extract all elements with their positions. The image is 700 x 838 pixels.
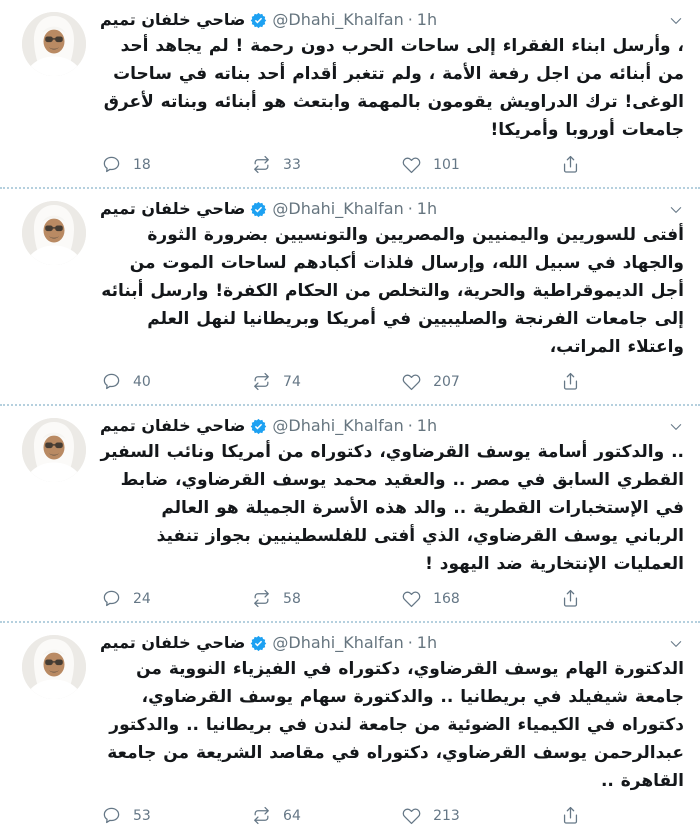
reply-icon (102, 806, 121, 825)
verified-badge-icon (250, 418, 267, 435)
meta-separator: · (407, 416, 413, 435)
display-name[interactable]: ضاحي خلفان تميم (100, 199, 246, 218)
tweet-content (100, 9, 684, 182)
reply-count: 53 (133, 807, 151, 824)
reply-button[interactable] (102, 806, 151, 825)
reply-button[interactable] (102, 155, 151, 174)
retweet-icon (252, 155, 271, 174)
retweet-button[interactable] (252, 155, 301, 174)
timestamp[interactable]: 1h (416, 633, 438, 652)
like-count: 213 (433, 807, 460, 824)
heart-icon (402, 155, 421, 174)
handle-and-time[interactable] (272, 198, 437, 219)
user-avatar[interactable] (22, 201, 86, 265)
reply-count: 24 (133, 590, 151, 607)
retweet-button[interactable] (252, 372, 301, 391)
retweet-count: 33 (283, 156, 301, 173)
like-button[interactable] (402, 372, 460, 391)
heart-icon (402, 806, 421, 825)
tweet-text: ، وأرسل ابناء الفقراء إلى ساحات الحرب دون رحمة ! لم يجاهد أحد من أبنائه من اجل رفعة الأمة ، ولم تتغبر أقدام أحد بناته في ساحات الوغى! ترك الدراويش يقومون بالمهمة وابتعث هو أبنائه وبناته لأعرق جامعات أوروبا وأمريكا! (103, 36, 684, 140)
tweet-content (100, 198, 684, 399)
reply-icon (102, 155, 121, 174)
retweet-icon (252, 589, 271, 608)
like-button[interactable] (402, 806, 460, 825)
avatar-illustration (22, 12, 86, 76)
reply-button[interactable] (102, 372, 151, 391)
verified-badge-icon (250, 12, 267, 29)
like-button[interactable] (402, 589, 460, 608)
retweet-count: 64 (283, 807, 301, 824)
avatar-illustration (22, 635, 86, 699)
display-name[interactable]: ضاحي خلفان تميم (100, 10, 246, 29)
tweet-actions (102, 155, 580, 174)
chevron-down-icon[interactable] (668, 636, 684, 652)
like-count: 101 (433, 156, 460, 173)
display-name[interactable]: ضاحي خلفان تميم (100, 633, 246, 652)
tweet[interactable] (0, 0, 700, 189)
reply-count: 40 (133, 373, 151, 390)
share-button[interactable] (561, 589, 580, 608)
tweet-text: الدكتورة الهام يوسف القرضاوي، دكتوراه في الفيزياء النووية من جامعة شيفيلد في بريطانيا .. والدكتورة سهام يوسف القرضاوي، دكتوراه في الكيمياء الضوئية من جامعة لندن في بريطانيا .. والدكتور عبدالرحمن يوسف القرضاوي، دكتوراه في مقاصد الشريعة من جامعة القاهرة .. (107, 659, 684, 791)
reply-button[interactable] (102, 589, 151, 608)
heart-icon (402, 589, 421, 608)
share-icon (561, 372, 580, 391)
like-count: 168 (433, 590, 460, 607)
tweet-text: أفتى للسوريين واليمنيين والمصريين والتونسيين بضرورة الثورة والجهاد في سبيل الله، وإرسال فلذات أكبادهم لساحات الموت من أجل الديموقراطية والحرية، والتخلص من الحكام الكفرة! وارسل أبنائه إلى جامعات الفرنجة والصليبيين في أمريكا وبريطانيا لنهل العلم واعتلاء المراتب، (101, 225, 684, 357)
tweet-actions (102, 806, 580, 825)
like-count: 207 (433, 373, 460, 390)
chevron-down-icon[interactable] (668, 202, 684, 218)
reply-count: 18 (133, 156, 151, 173)
user-avatar[interactable] (22, 635, 86, 699)
handle-and-time[interactable] (272, 632, 437, 653)
avatar-illustration (22, 418, 86, 482)
tweet[interactable] (0, 406, 700, 623)
retweet-button[interactable] (252, 589, 301, 608)
share-icon (561, 806, 580, 825)
meta-separator: · (407, 199, 413, 218)
share-icon (561, 589, 580, 608)
share-button[interactable] (561, 155, 580, 174)
tweet-actions (102, 589, 580, 608)
verified-badge-icon (250, 635, 267, 652)
timestamp[interactable]: 1h (416, 10, 438, 29)
retweet-icon (252, 806, 271, 825)
tweet-header (100, 632, 684, 653)
retweet-button[interactable] (252, 806, 301, 825)
tweet-header (100, 415, 684, 436)
share-button[interactable] (561, 806, 580, 825)
reply-icon (102, 372, 121, 391)
avatar-illustration (22, 201, 86, 265)
heart-icon (402, 372, 421, 391)
share-button[interactable] (561, 372, 580, 391)
user-handle[interactable]: @Dhahi_Khalfan (272, 10, 404, 29)
meta-separator: · (407, 10, 413, 29)
tweet-content (100, 415, 684, 616)
meta-separator: · (407, 633, 413, 652)
handle-and-time[interactable] (272, 415, 437, 436)
handle-and-time[interactable] (272, 9, 437, 30)
retweet-count: 58 (283, 590, 301, 607)
chevron-down-icon[interactable] (668, 13, 684, 29)
user-avatar[interactable] (22, 418, 86, 482)
user-handle[interactable]: @Dhahi_Khalfan (272, 199, 404, 218)
tweet-actions (102, 372, 580, 391)
tweet[interactable] (0, 189, 700, 406)
like-button[interactable] (402, 155, 460, 174)
reply-icon (102, 589, 121, 608)
user-handle[interactable]: @Dhahi_Khalfan (272, 416, 404, 435)
tweet[interactable] (0, 623, 700, 838)
display-name[interactable]: ضاحي خلفان تميم (100, 416, 246, 435)
share-icon (561, 155, 580, 174)
tweet-header (100, 198, 684, 219)
retweet-count: 74 (283, 373, 301, 390)
retweet-icon (252, 372, 271, 391)
timestamp[interactable]: 1h (416, 199, 438, 218)
timestamp[interactable]: 1h (416, 416, 438, 435)
chevron-down-icon[interactable] (668, 419, 684, 435)
verified-badge-icon (250, 201, 267, 218)
user-avatar[interactable] (22, 12, 86, 76)
tweet-text: .. والدكتور أسامة يوسف القرضاوي، دكتوراه من أمريكا ونائب السفير القطري السابق في مصر .. والعقيد محمد يوسف القرضاوي، ضابط في الإستخبارات القطرية .. والد هذه الأسرة الجميلة هو العالم الرباني يوسف القرضاوي، الذي أفتى للفلسطينيين بجواز تنفيذ العمليات الإنتخارية ضد اليهود ! (100, 442, 684, 574)
tweet-content (100, 632, 684, 833)
tweet-header (100, 9, 684, 30)
user-handle[interactable]: @Dhahi_Khalfan (272, 633, 404, 652)
